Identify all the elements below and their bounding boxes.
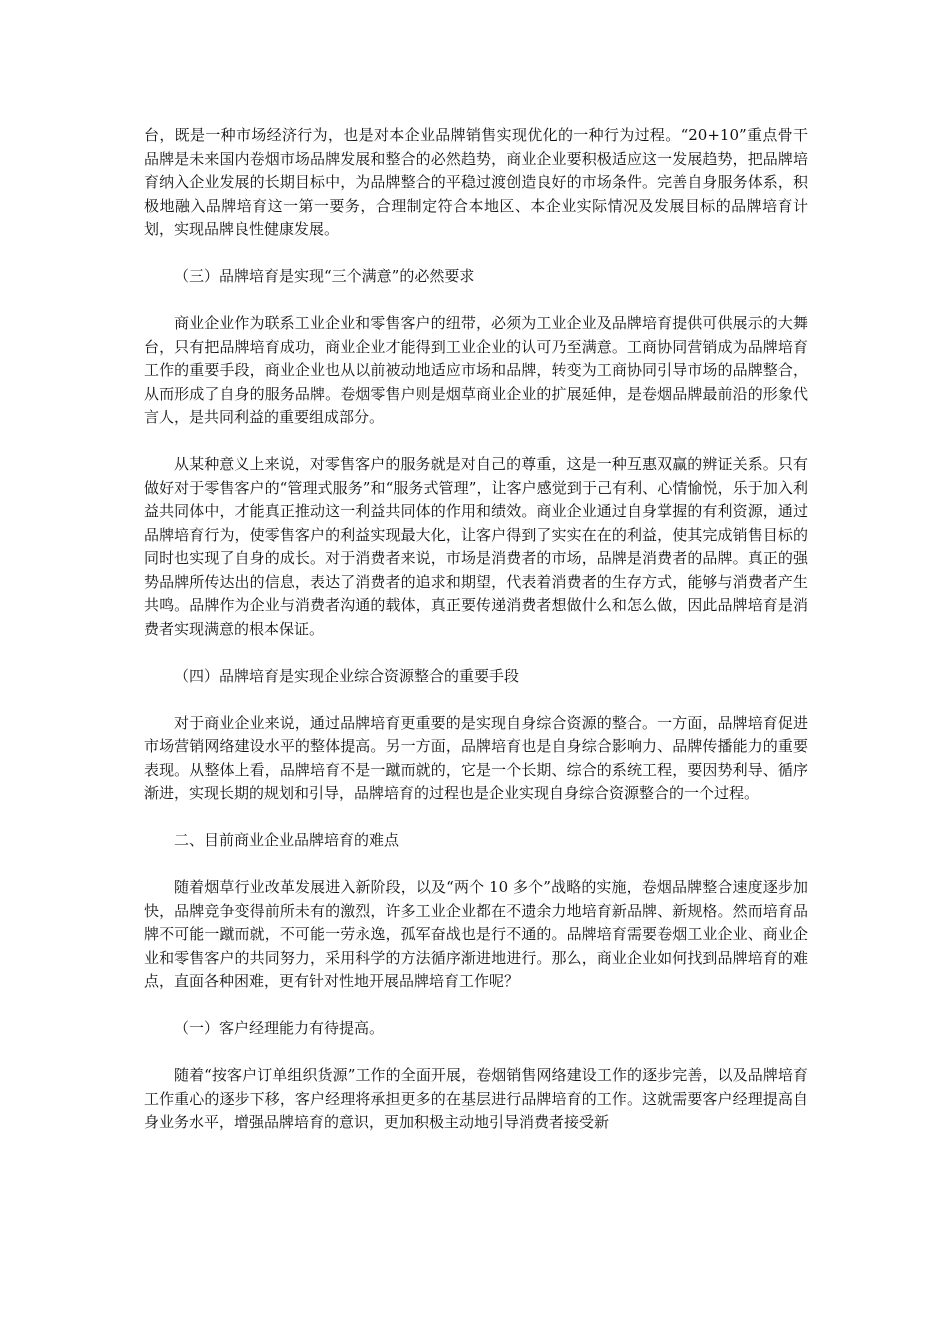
paragraph: 从某种意义上来说，对零售客户的服务就是对自己的尊重，这是一种互惠双赢的辨证关系。只有做好对于零售客户的“管理式服务”和“服务式管理”，让客户感觉到于己有利、心情愉悦，乐于加入利益共同体中，才能真正推动这一利益共同体的作用和绩效。商业企业通过自身掌握的有利资源，通过品牌培育行为，使零售客户的利益实现最大化，让客户得到了实实在在的利益，使其完成销售目标的同时也实现了自身的成长。对于消费者来说，市场是消费者的市场，品牌是消费者的品牌。真正的强势品牌所传达出的信息，表达了消费者的追求和期望，代表着消费者的生存方式，能够与消费者产生共鸣。品牌作为企业与消费者沟通的载体，真正要传递消费者想做什么和怎么做，因此品牌培育是消费者实现满意的根本保证。 — [144, 455, 808, 638]
section-heading-1: （一）客户经理能力有待提高。 — [174, 1019, 385, 1037]
chapter-heading-2: 二、目前商业企业品牌培育的难点 — [174, 831, 400, 849]
section-heading-3: （三）品牌培育是实现“三个满意”的必然要求 — [174, 267, 475, 285]
paragraph: 随着烟草行业改革发展进入新阶段，以及“两个 10 多个”战略的实施，卷烟品牌整合速度逐步加快，品牌竞争变得前所未有的激烈，许多工业企业都在不遗余力地培育新品牌、新规格。然而培育品牌不可能一蹴而就，不可能一劳永逸，孤军奋战也是行不通的。品牌培育需要卷烟工业企业、商业企业和零售客户的共同努力，采用科学的方法循序渐进地进行。那么，商业企业如何找到品牌培育的难点，直面各种困难，更有针对性地开展品牌培育工作呢？ — [144, 878, 808, 990]
paragraph: 对于商业企业来说，通过品牌培育更重要的是实现自身综合资源的整合。一方面，品牌培育促进市场营销网络建设水平的整体提高。另一方面，品牌培育也是自身综合影响力、品牌传播能力的重要表现。从整体上看，品牌培育不是一蹴而就的，它是一个长期、综合的系统工程，要因势利导、循序渐进，实现长期的规划和引导，品牌培育的过程也是企业实现自身综合资源整合的一个过程。 — [144, 713, 808, 802]
document-body — [144, 124, 808, 1158]
paragraph-continued: 台，既是一种市场经济行为，也是对本企业品牌销售实现优化的一种行为过程。“20+10”重点骨干品牌是未来国内卷烟市场品牌发展和整合的必然趋势，商业企业要积极适应这一发展趋势，把品牌培育纳入企业发展的长期目标中，为品牌整合的平稳过渡创造良好的市场条件。完善自身服务体系，积极地融入品牌培育这一第一要务，合理制定符合本地区、本企业实际情况及发展目标的品牌培育计划，实现品牌良性健康发展。 — [144, 126, 808, 238]
section-heading-4: （四）品牌培育是实现企业综合资源整合的重要手段 — [174, 666, 520, 685]
paragraph: 随着“按客户订单组织货源”工作的全面开展，卷烟销售网络建设工作的逐步完善，以及品牌培育工作重心的逐步下移，客户经理将承担更多的在基层进行品牌培育的工作。这就需要客户经理提高自身业务水平，增强品牌培育的意识，更加积极主动地引导消费者接受新 — [144, 1066, 808, 1131]
paragraph: 商业企业作为联系工业企业和零售客户的纽带，必须为工业企业及品牌培育提供可供展示的大舞台，只有把品牌培育成功，商业企业才能得到工业企业的认可乃至满意。工商协同营销成为品牌培育工作的重要手段，商业企业也从以前被动地适应市场和品牌，转变为工商协同引导市场的品牌整合，从而形成了自身的服务品牌。卷烟零售户则是烟草商业企业的扩展延伸，是卷烟品牌最前沿的形象代言人，是共同利益的重要组成部分。 — [144, 314, 808, 426]
